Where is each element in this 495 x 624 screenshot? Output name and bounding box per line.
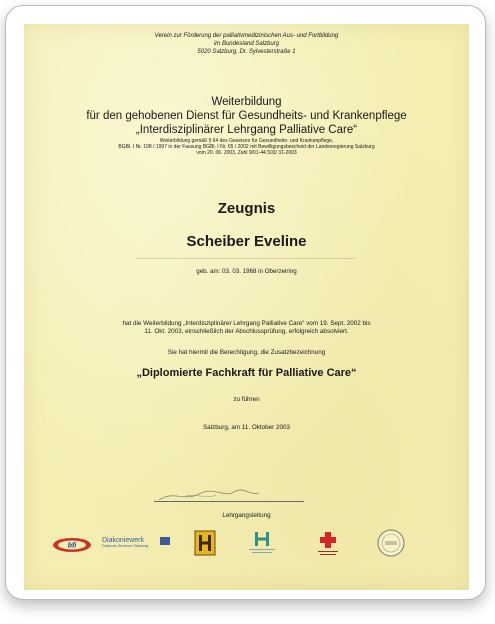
divider: [136, 258, 356, 259]
course-title: [24, 95, 469, 137]
certificate-heading: Zeugnis: [217, 200, 276, 217]
caritas-logo: [246, 530, 278, 558]
legal-basis-line: Weiterbildung gemäß § 64 des Gesetzes für Gesundheits- und Krankenpflege,: [159, 138, 334, 144]
signature: [154, 486, 264, 506]
signature-label: Lehrgangsleitung: [222, 512, 271, 519]
bfi-logo: [52, 536, 92, 554]
org-line: Verein zur Förderung der palliativmedizinischen Aus- und Fortbildung: [154, 33, 339, 39]
diakoniewerk-logo: [102, 537, 174, 557]
entitlement-text: Sie hat hiermit die Berechtigung, die Zusatzbezeichnung: [167, 349, 326, 356]
red-cross-logo: [314, 530, 342, 558]
legal-basis-line: vom 20. 06. 2003, Zahl 9/01-44.503/ 31-2003: [196, 150, 297, 157]
completion-text: [24, 320, 469, 336]
qualification-title: „Diplomierte Fachkraft für Palliative Care“: [136, 367, 357, 379]
diakonie-subtext: Diakonie-Zentrum Salzburg: [102, 544, 149, 548]
photo-frame: [5, 5, 486, 600]
org-line: im Bundesland Salzburg: [213, 41, 280, 47]
recipient-name: Scheiber Eveline: [186, 233, 307, 250]
course-title-line: für den gehobenen Dienst für Gesundheits- und Krankenpflege: [86, 110, 407, 122]
seal-logo: [376, 528, 406, 558]
completion-line: 11. Okt. 2003, einschließlich der Abschlussprüfung, erfolgreich absolviert.: [144, 328, 349, 335]
place-date: Salzburg, am 11. Oktober 2003: [202, 424, 291, 431]
organization-header: [24, 32, 469, 56]
zu-fuehren-text: zu führen: [233, 396, 260, 403]
diakonie-square-icon: [160, 537, 170, 545]
course-title-line: Weiterbildung: [211, 96, 282, 108]
completion-line: hat die Weiterbildung „Interdisziplinärer Lehrgang Palliative Care“ vom 19. Sept. 2002 bis: [122, 320, 371, 327]
certificate-document: [24, 24, 469, 590]
hospiz-logo: [194, 530, 216, 556]
course-title-line: „Interdisziplinärer Lehrgang Palliative Care“: [135, 124, 358, 136]
signature-line: [154, 501, 304, 502]
org-line: 5020 Salzburg, Dr. Sylvesterstraße 1: [197, 49, 296, 55]
diakonie-text: Diakoniewerk: [102, 537, 145, 544]
bfi-logo-text: bfi: [67, 542, 77, 550]
legal-basis: [24, 138, 469, 157]
legal-basis-line: BGBl. I Nr. 108 / 1997 in der Fassung BGBl. I Nr. 65 / 2002 mit Bewilligungsbescheid der Landesregierung Salzburg: [118, 144, 375, 151]
birth-info: geb. am: 03. 03. 1968 in Oberzeiring: [196, 268, 297, 275]
